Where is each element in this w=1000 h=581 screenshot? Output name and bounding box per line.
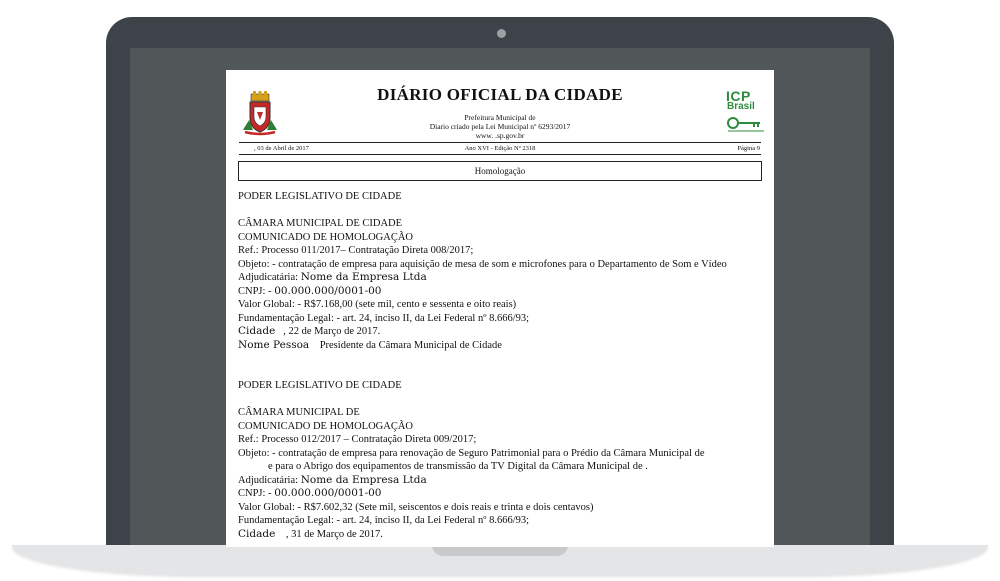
notice-cnpj: CNPJ: - 00.000.000/0001-00 (238, 284, 382, 297)
issue-edition: Ano XVI - Edição Nº 2318 (464, 145, 536, 152)
notice-objeto: Objeto: - contratação de empresa para renovação de Seguro Patrimonial para o Prédio da Câmara Municipal de (238, 447, 705, 459)
notice-type: COMUNICADO DE HOMOLOGAÇÃO (238, 231, 413, 243)
subtitle-prefeitura: Prefeitura Municipal de (464, 113, 536, 122)
notice-heading: PODER LEGISLATIVO DE CIDADE (238, 380, 402, 391)
notice-type: COMUNICADO DE HOMOLOGAÇÃO (238, 420, 413, 432)
notice-chamber: CÂMARA MUNICIPAL DE CIDADE (238, 218, 403, 229)
notice-date: Cidade , 22 de Março de 2017. (238, 325, 381, 337)
section-title: Homologação (238, 161, 762, 181)
issue-date: , 03 de Abril de 2017 (254, 145, 309, 152)
subtitle-lei: Diario criado pela Lei Municipal nº 6293/2017 (429, 122, 571, 131)
notice-valor: Valor Global: - R$7.168,00 (sete mil, cento e sessenta e oito reais) (238, 299, 517, 310)
document-body (238, 190, 766, 541)
notice-adjudicataria: Adjudicatária: Nome da Empresa Ltda (238, 271, 427, 283)
camera-icon (497, 29, 506, 38)
notice-cnpj: CNPJ: - 00.000.000/0001-00 (238, 487, 382, 499)
notice-valor: Valor Global: - R$7.602,32 (Sete mil, seiscentos e dois reais e trinta e dois centavos) (238, 501, 594, 513)
notice-ref: Ref.: Processo 011/2017– Contratação Direta 008/2017; (238, 245, 474, 256)
header-rule-bottom (239, 154, 761, 155)
header-rule-top (239, 142, 761, 143)
page-number: Página 9 (737, 145, 760, 152)
notice-fundamentacao: Fundamentação Legal: - art. 24, inciso II, da Lei Federal nº 8.666/93; (238, 312, 530, 324)
notice-objeto: Objeto: - contratação de empresa para aquisição de mesa de som e microfones para o Departamento de Som e Vídeo (238, 258, 727, 270)
notice-ref: Ref.: Processo 012/2017 – Contratação Direta 009/2017; (238, 434, 477, 445)
notice-date: Cidade , 31 de Março de 2017. (238, 527, 383, 540)
notice-objeto-continued: e para o Abrigo dos equipamentos de transmissão da TV Digital da Câmara Municipal de . (268, 461, 648, 472)
notice-fundamentacao: Fundamentação Legal: - art. 24, inciso II, da Lei Federal nº 8.666/93; (238, 515, 530, 526)
notice-chamber: CÂMARA MUNICIPAL DE (238, 407, 360, 418)
subtitle-website: www. .sp.gov.br (475, 131, 525, 140)
notice-heading: PODER LEGISLATIVO DE CIDADE (238, 191, 402, 202)
notice-adjudicataria: Adjudicatária: Nome da Empresa Ltda (238, 473, 427, 486)
logo-text-brasil: Brasil (727, 101, 755, 112)
logo-text-icp: ICP (726, 88, 751, 104)
document-page (226, 70, 774, 547)
notice-signature: Nome Pessoa Presidente da Câmara Municipal de Cidade (238, 338, 502, 351)
document-title: DIÁRIO OFICIAL DA CIDADE (377, 85, 623, 104)
